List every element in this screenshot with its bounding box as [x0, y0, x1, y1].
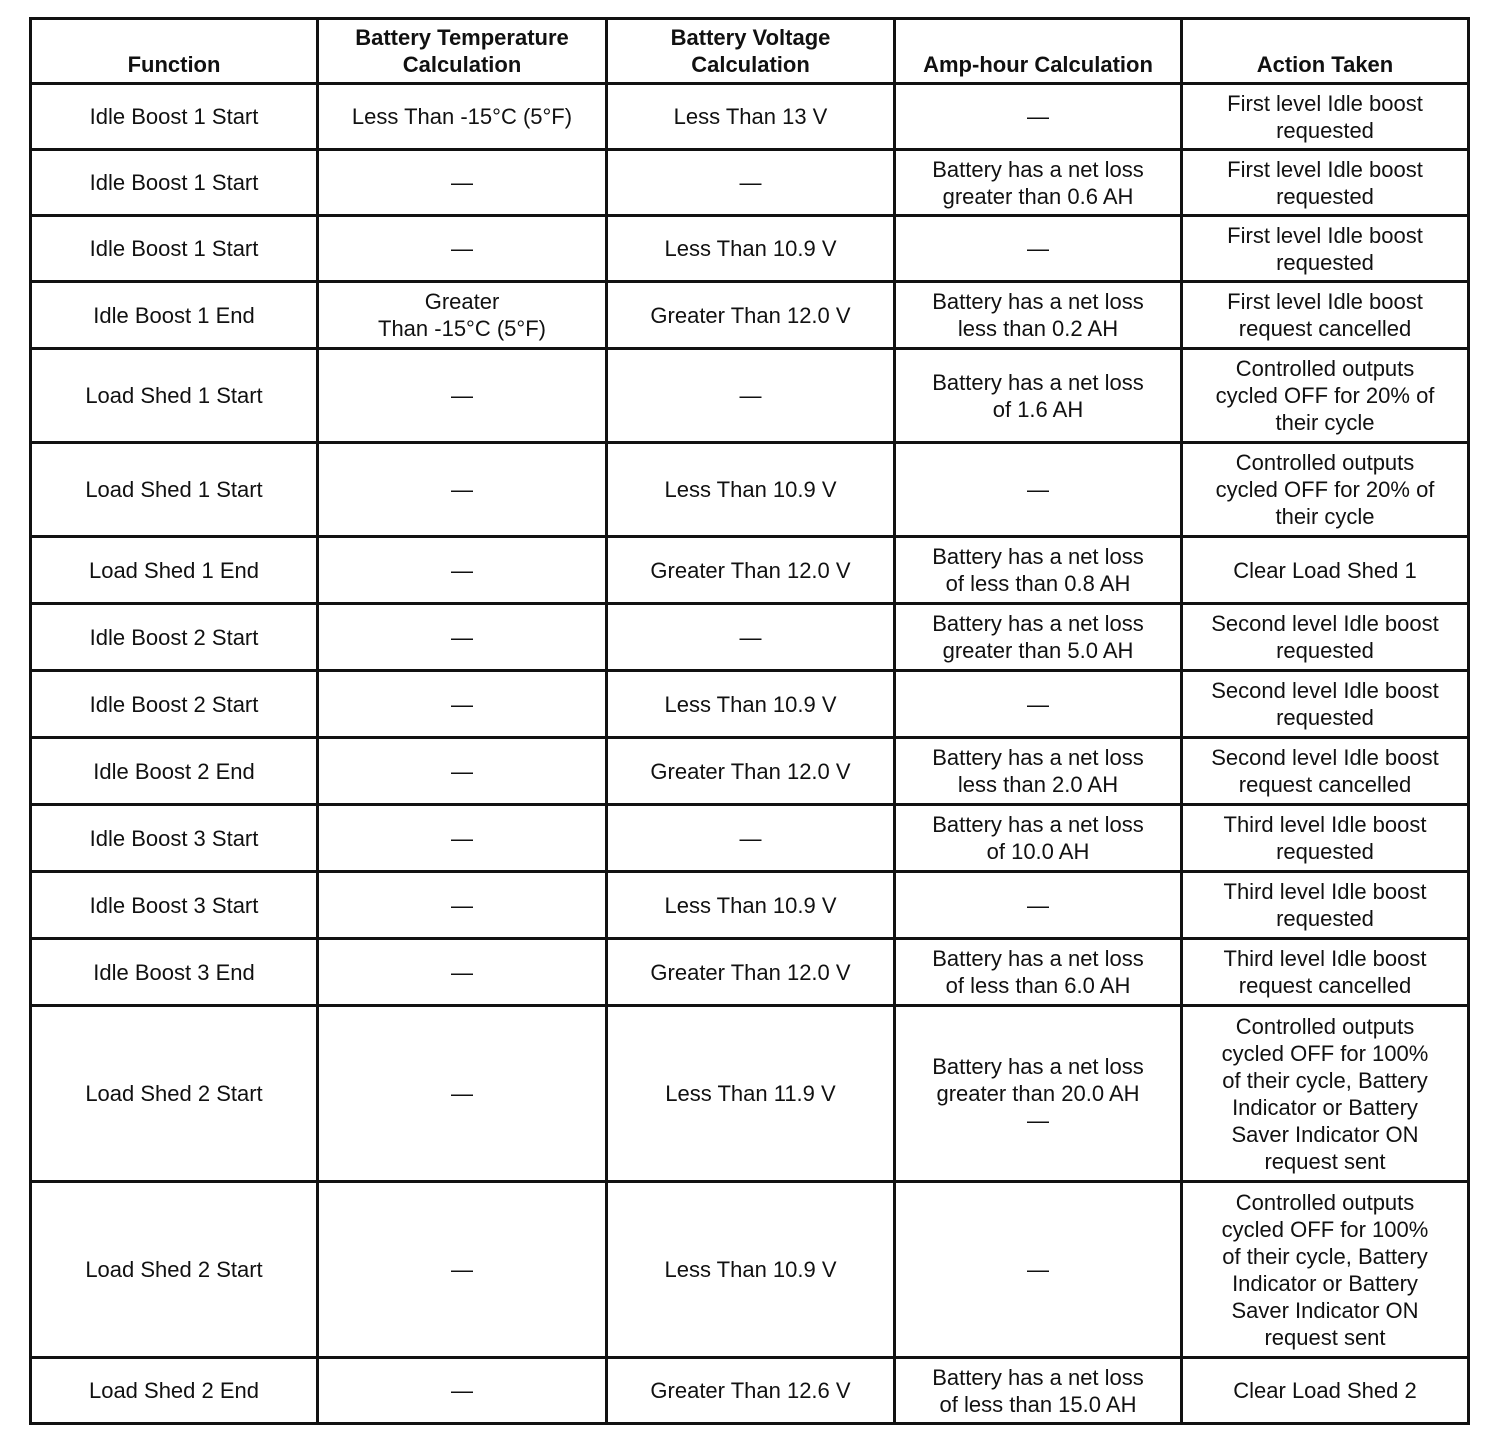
cell-battery-voltage: Greater Than 12.0 V	[607, 738, 895, 805]
cell-action-taken: Third level Idle boost requested	[1182, 805, 1469, 872]
cell-function: Load Shed 2 Start	[31, 1182, 318, 1358]
cell-amp-hour: Battery has a net loss of less than 0.8 AH	[895, 537, 1182, 604]
cell-action-taken: Controlled outputs cycled OFF for 100% of their cycle, Battery Indicator or Battery Saver Indicator ON request sent	[1182, 1006, 1469, 1182]
table-row	[31, 939, 1469, 1006]
cell-battery-voltage: —	[607, 805, 895, 872]
cell-amp-hour: Battery has a net loss less than 0.2 AH	[895, 282, 1182, 349]
cell-battery-temperature: —	[318, 150, 607, 216]
table-row	[31, 282, 1469, 349]
cell-battery-temperature: —	[318, 1358, 607, 1424]
cell-battery-voltage: —	[607, 150, 895, 216]
cell-function: Load Shed 2 Start	[31, 1006, 318, 1182]
cell-amp-hour: Battery has a net loss greater than 20.0 AH —	[895, 1006, 1182, 1182]
cell-battery-voltage: Less Than 10.9 V	[607, 216, 895, 282]
cell-action-taken: Controlled outputs cycled OFF for 20% of their cycle	[1182, 443, 1469, 537]
cell-battery-voltage: Less Than 10.9 V	[607, 671, 895, 738]
cell-battery-temperature: —	[318, 872, 607, 939]
table-row	[31, 443, 1469, 537]
cell-function: Load Shed 1 Start	[31, 443, 318, 537]
cell-amp-hour: —	[895, 84, 1182, 150]
cell-function: Idle Boost 1 Start	[31, 84, 318, 150]
cell-function: Load Shed 1 End	[31, 537, 318, 604]
cell-action-taken: Third level Idle boost requested	[1182, 872, 1469, 939]
cell-amp-hour: Battery has a net loss greater than 0.6 AH	[895, 150, 1182, 216]
cell-amp-hour: —	[895, 1182, 1182, 1358]
cell-function: Idle Boost 2 Start	[31, 671, 318, 738]
cell-function: Idle Boost 3 Start	[31, 805, 318, 872]
table-row	[31, 1006, 1469, 1182]
cell-battery-voltage: Less Than 10.9 V	[607, 872, 895, 939]
table-row	[31, 84, 1469, 150]
cell-function: Idle Boost 2 Start	[31, 604, 318, 671]
cell-battery-temperature: —	[318, 1182, 607, 1358]
cell-battery-temperature: —	[318, 1006, 607, 1182]
header-amp-hour: Amp-hour Calculation	[895, 19, 1182, 84]
cell-function: Idle Boost 1 End	[31, 282, 318, 349]
cell-battery-voltage: Greater Than 12.6 V	[607, 1358, 895, 1424]
cell-battery-temperature: Less Than -15°C (5°F)	[318, 84, 607, 150]
cell-action-taken: Third level Idle boost request cancelled	[1182, 939, 1469, 1006]
cell-amp-hour: Battery has a net loss of less than 15.0 AH	[895, 1358, 1182, 1424]
cell-battery-voltage: Less Than 10.9 V	[607, 443, 895, 537]
cell-battery-temperature: —	[318, 805, 607, 872]
cell-action-taken: First level Idle boost requested	[1182, 84, 1469, 150]
cell-battery-temperature: Greater Than -15°C (5°F)	[318, 282, 607, 349]
cell-function: Idle Boost 2 End	[31, 738, 318, 805]
cell-battery-temperature: —	[318, 604, 607, 671]
table-row	[31, 671, 1469, 738]
cell-action-taken: First level Idle boost requested	[1182, 150, 1469, 216]
cell-action-taken: Clear Load Shed 1	[1182, 537, 1469, 604]
table-row	[31, 805, 1469, 872]
cell-function: Idle Boost 3 Start	[31, 872, 318, 939]
battery-load-shed-table	[29, 17, 1470, 1425]
cell-battery-voltage: Less Than 10.9 V	[607, 1182, 895, 1358]
cell-battery-temperature: —	[318, 738, 607, 805]
table-row	[31, 738, 1469, 805]
cell-battery-voltage: Greater Than 12.0 V	[607, 282, 895, 349]
cell-function: Load Shed 1 Start	[31, 349, 318, 443]
table-row	[31, 537, 1469, 604]
cell-function: Idle Boost 3 End	[31, 939, 318, 1006]
cell-battery-voltage: Greater Than 12.0 V	[607, 537, 895, 604]
table-body	[31, 84, 1469, 1424]
table-row	[31, 872, 1469, 939]
table-row	[31, 604, 1469, 671]
header-battery-temperature: Battery Temperature Calculation	[318, 19, 607, 84]
cell-battery-voltage: Less Than 13 V	[607, 84, 895, 150]
cell-amp-hour: —	[895, 671, 1182, 738]
cell-battery-voltage: —	[607, 604, 895, 671]
table-row	[31, 216, 1469, 282]
header-battery-voltage: Battery Voltage Calculation	[607, 19, 895, 84]
header-function: Function	[31, 19, 318, 84]
cell-battery-temperature: —	[318, 537, 607, 604]
cell-battery-temperature: —	[318, 939, 607, 1006]
cell-action-taken: Second level Idle boost request cancelled	[1182, 738, 1469, 805]
cell-amp-hour: Battery has a net loss of less than 6.0 AH	[895, 939, 1182, 1006]
cell-action-taken: Controlled outputs cycled OFF for 100% of their cycle, Battery Indicator or Battery Saver Indicator ON request sent	[1182, 1182, 1469, 1358]
cell-amp-hour: —	[895, 216, 1182, 282]
cell-battery-voltage: Greater Than 12.0 V	[607, 939, 895, 1006]
cell-battery-voltage: Less Than 11.9 V	[607, 1006, 895, 1182]
table-row	[31, 150, 1469, 216]
cell-battery-temperature: —	[318, 349, 607, 443]
cell-amp-hour: Battery has a net loss of 10.0 AH	[895, 805, 1182, 872]
cell-action-taken: Second level Idle boost requested	[1182, 671, 1469, 738]
cell-amp-hour: Battery has a net loss greater than 5.0 AH	[895, 604, 1182, 671]
cell-amp-hour: Battery has a net loss less than 2.0 AH	[895, 738, 1182, 805]
cell-amp-hour: —	[895, 872, 1182, 939]
cell-battery-voltage: —	[607, 349, 895, 443]
table-row	[31, 1358, 1469, 1424]
cell-action-taken: First level Idle boost requested	[1182, 216, 1469, 282]
cell-function: Idle Boost 1 Start	[31, 150, 318, 216]
cell-function: Load Shed 2 End	[31, 1358, 318, 1424]
header-action-taken: Action Taken	[1182, 19, 1469, 84]
cell-action-taken: Second level Idle boost requested	[1182, 604, 1469, 671]
cell-battery-temperature: —	[318, 216, 607, 282]
cell-battery-temperature: —	[318, 443, 607, 537]
cell-function: Idle Boost 1 Start	[31, 216, 318, 282]
table-row	[31, 349, 1469, 443]
table-header-row	[31, 19, 1469, 84]
cell-amp-hour: Battery has a net loss of 1.6 AH	[895, 349, 1182, 443]
cell-battery-temperature: —	[318, 671, 607, 738]
table-row	[31, 1182, 1469, 1358]
cell-amp-hour: —	[895, 443, 1182, 537]
cell-action-taken: Controlled outputs cycled OFF for 20% of their cycle	[1182, 349, 1469, 443]
cell-action-taken: First level Idle boost request cancelled	[1182, 282, 1469, 349]
cell-action-taken: Clear Load Shed 2	[1182, 1358, 1469, 1424]
